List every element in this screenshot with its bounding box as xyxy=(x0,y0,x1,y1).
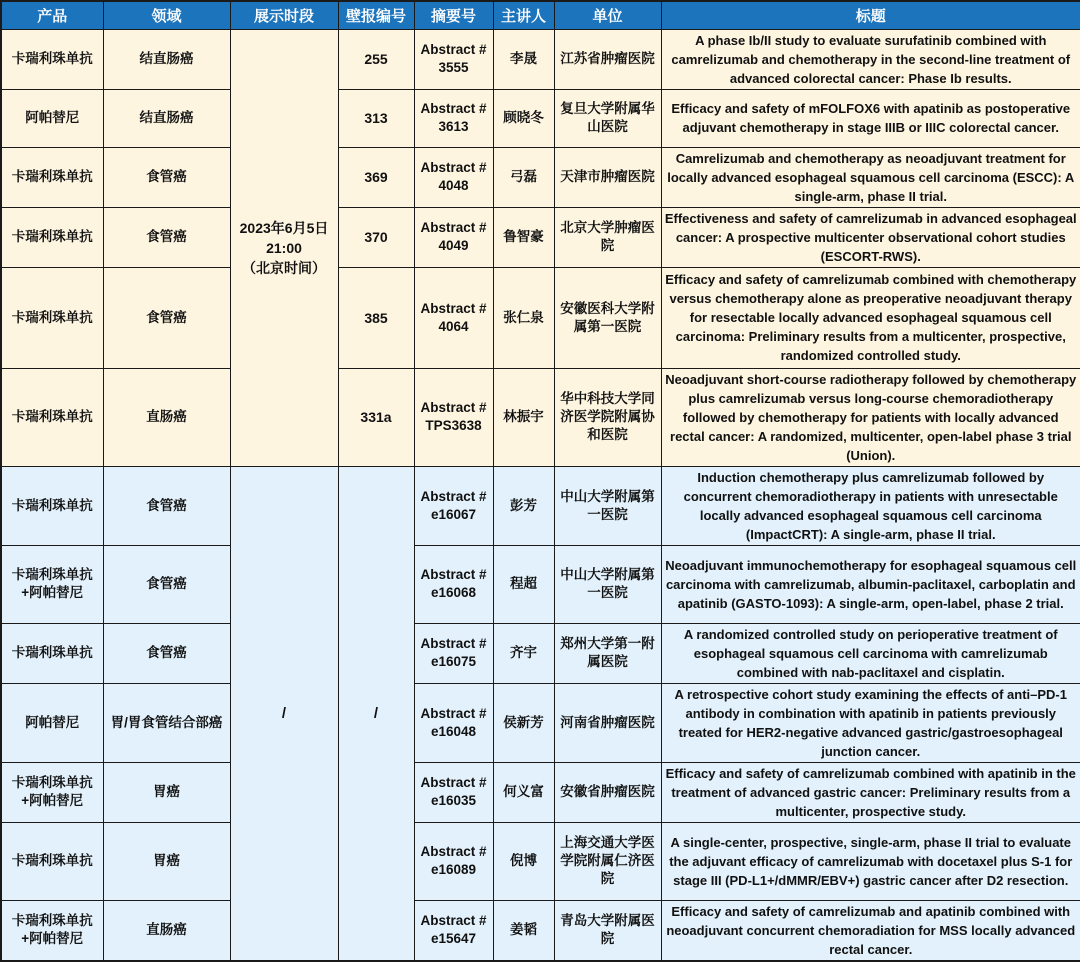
abstract-id: e16068 xyxy=(430,585,477,600)
table-row xyxy=(1,466,1080,545)
abstract-prefix: Abstract # xyxy=(420,567,487,582)
abstract-id: e16067 xyxy=(430,506,477,522)
cell-abstract-number xyxy=(414,89,493,147)
abstract-id: e15647 xyxy=(430,931,477,946)
abstract-prefix: Abstract # xyxy=(420,160,487,175)
cell-abstract-number xyxy=(414,900,493,961)
cell-title: Efficacy and safety of camrelizumab combined with apatinib in the treatment of advanced gastric cancer: Preliminary results from a multicenter, prospective study. xyxy=(661,762,1080,822)
cell-presenter: 倪博 xyxy=(493,822,554,900)
cell-display-time xyxy=(230,29,338,466)
abstract-prefix: Abstract # xyxy=(420,844,487,859)
cell-product: 卡瑞利珠单抗+阿帕替尼 xyxy=(1,545,103,623)
column-header-product: 产品 xyxy=(1,1,103,29)
cell-field: 食管癌 xyxy=(103,147,230,207)
cell-product: 阿帕替尼 xyxy=(1,89,103,147)
cell-abstract-number xyxy=(414,147,493,207)
cell-field: 胃癌 xyxy=(103,762,230,822)
abstract-prefix: Abstract # xyxy=(420,636,487,651)
table-row xyxy=(1,267,1080,368)
cell-organization: 北京大学肿瘤医院 xyxy=(554,207,661,267)
cell-title: Camrelizumab and chemotherapy as neoadjuvant treatment for locally advanced esophageal squamous cell carcinoma (ESCC): A single-arm, phase II trial. xyxy=(661,147,1080,207)
cell-title: Neoadjuvant short-course radiotherapy followed by chemotherapy plus camrelizumab versus long-course chemoradiotherapy followed by chemotherapy for patients with locally advanced rectal cancer: A randomized, multicenter, open-label phase 3 trial (Union). xyxy=(661,368,1080,466)
abstract-id: e16075 xyxy=(430,654,477,669)
cell-title: A randomized controlled study on perioperative treatment of esophageal squamous cell carcinoma with camrelizumab combined with nab-paclitaxel and cisplatin. xyxy=(661,623,1080,683)
cell-abstract-number xyxy=(414,368,493,466)
cell-abstract-number xyxy=(414,822,493,900)
cell-product: 卡瑞利珠单抗 xyxy=(1,207,103,267)
column-header-presenter: 主讲人 xyxy=(493,1,554,29)
cell-poster-number: 331a xyxy=(338,368,414,466)
cell-field: 食管癌 xyxy=(103,623,230,683)
cell-product: 卡瑞利珠单抗 xyxy=(1,147,103,207)
cell-abstract-number xyxy=(414,29,493,89)
section-live-poster xyxy=(1,29,1080,466)
cell-product: 卡瑞利珠单抗 xyxy=(1,466,103,545)
cell-field: 胃癌 xyxy=(103,822,230,900)
cell-field: 食管癌 xyxy=(103,466,230,545)
cell-poster-number: 369 xyxy=(338,147,414,207)
cell-presenter: 彭芳 xyxy=(493,466,554,545)
display-time-line: （北京时间） xyxy=(242,259,326,276)
cell-abstract-number xyxy=(414,545,493,623)
cell-abstract-number xyxy=(414,623,493,683)
abstract-prefix: Abstract # xyxy=(420,42,487,57)
abstract-prefix: Abstract # xyxy=(420,400,487,415)
cell-field: 食管癌 xyxy=(103,545,230,623)
cell-title: Efficacy and safety of camrelizumab and apatinib combined with neoadjuvant concurrent chemoradiation for MSS locally advanced rectal cancer. xyxy=(661,900,1080,961)
cell-organization: 安徽医科大学附属第一医院 xyxy=(554,267,661,368)
table-row xyxy=(1,900,1080,961)
table-header xyxy=(1,1,1080,29)
cell-title: Effectiveness and safety of camrelizumab in advanced esophageal cancer: A prospective multicenter observational cohort studies (ESCORT-RWS). xyxy=(661,207,1080,267)
table-row xyxy=(1,545,1080,623)
cell-abstract-number xyxy=(414,683,493,762)
abstract-id: 4048 xyxy=(438,178,469,193)
cell-title: A retrospective cohort study examining the effects of anti–PD-1 antibody in combination with apatinib in patients previously treated for HER2-negative advanced gastric/gastroesophageal junction cancer. xyxy=(661,683,1080,762)
cell-poster-number: 255 xyxy=(338,29,414,89)
abstract-prefix: Abstract # xyxy=(420,488,487,504)
table-row xyxy=(1,623,1080,683)
cell-presenter: 顾晓冬 xyxy=(493,89,554,147)
cell-organization: 复旦大学附属华山医院 xyxy=(554,89,661,147)
cell-title: Efficacy and safety of camrelizumab combined with chemotherapy versus chemotherapy alone as preoperative neoadjuvant therapy for resectable locally advanced esophageal squamous cell carcinoma: Preliminary results from a multicenter, prospective, randomized controlled study. xyxy=(661,267,1080,368)
abstract-id: 4049 xyxy=(438,238,469,253)
cell-field: 结直肠癌 xyxy=(103,89,230,147)
display-time-line: 21:00 xyxy=(266,239,302,256)
abstract-id: 4064 xyxy=(438,318,469,334)
cell-presenter: 张仁泉 xyxy=(493,267,554,368)
cell-field: 直肠癌 xyxy=(103,900,230,961)
display-time-line: 2023年6月5日 xyxy=(239,219,329,236)
abstract-id: e16048 xyxy=(430,723,477,739)
cell-title: Efficacy and safety of mFOLFOX6 with apatinib as postoperative adjuvant chemotherapy in stage IIIB or IIIC colorectal cancer. xyxy=(661,89,1080,147)
table-row xyxy=(1,147,1080,207)
table-row xyxy=(1,89,1080,147)
cell-presenter: 鲁智豪 xyxy=(493,207,554,267)
cell-title: A phase Ib/II study to evaluate surufatinib combined with camrelizumab and chemotherapy in the second-line treatment of advanced colorectal cancer: Phase Ib results. xyxy=(661,29,1080,89)
cell-poster-number: 385 xyxy=(338,267,414,368)
table-row xyxy=(1,683,1080,762)
cell-product: 卡瑞利珠单抗 xyxy=(1,623,103,683)
cell-presenter: 姜韬 xyxy=(493,900,554,961)
abstract-id: 3555 xyxy=(438,60,469,75)
column-header-title: 标题 xyxy=(661,1,1080,29)
cell-abstract-number xyxy=(414,466,493,545)
cell-organization: 郑州大学第一附属医院 xyxy=(554,623,661,683)
abstract-id: 3613 xyxy=(438,119,469,134)
cell-organization: 中山大学附属第一医院 xyxy=(554,545,661,623)
abstract-prefix: Abstract # xyxy=(420,913,487,928)
cell-presenter: 何义富 xyxy=(493,762,554,822)
cell-presenter: 程超 xyxy=(493,545,554,623)
cell-presenter: 齐宇 xyxy=(493,623,554,683)
cell-presenter: 李晟 xyxy=(493,29,554,89)
table-row xyxy=(1,822,1080,900)
column-header-abstract-number: 摘要号 xyxy=(414,1,493,29)
abstract-id: e16035 xyxy=(430,793,477,808)
cell-organization: 上海交通大学医学院附属仁济医院 xyxy=(554,822,661,900)
cell-organization: 天津市肿瘤医院 xyxy=(554,147,661,207)
cell-presenter: 弓磊 xyxy=(493,147,554,207)
table-row xyxy=(1,762,1080,822)
cell-title: Induction chemotherapy plus camrelizumab followed by concurrent chemoradiotherapy in patients with unresectable locally advanced esophageal squamous cell carcinoma (ImpactCRT): A single-arm, phase II trial. xyxy=(661,466,1080,545)
cell-organization: 华中科技大学同济医学院附属协和医院 xyxy=(554,368,661,466)
cell-abstract-number xyxy=(414,762,493,822)
abstract-id: e16089 xyxy=(430,862,477,877)
column-header-poster-number: 壁报编号 xyxy=(338,1,414,29)
section-online-poster xyxy=(1,466,1080,961)
column-header-display-time: 展示时段 xyxy=(230,1,338,29)
cell-abstract-number xyxy=(414,207,493,267)
cell-title: Neoadjuvant immunochemotherapy for esophageal squamous cell carcinoma with camrelizumab, albumin-paclitaxel, carboplatin and apatinib (GASTO-1093): A single-arm, open-label, phase 2 trial. xyxy=(661,545,1080,623)
cell-abstract-number xyxy=(414,267,493,368)
cell-product: 阿帕替尼 xyxy=(1,683,103,762)
cell-field: 直肠癌 xyxy=(103,368,230,466)
cell-product: 卡瑞利珠单抗 xyxy=(1,29,103,89)
cell-organization: 江苏省肿瘤医院 xyxy=(554,29,661,89)
table-row xyxy=(1,207,1080,267)
cell-presenter: 林振宇 xyxy=(493,368,554,466)
table-row xyxy=(1,368,1080,466)
cell-organization: 青岛大学附属医院 xyxy=(554,900,661,961)
abstract-prefix: Abstract # xyxy=(420,775,487,790)
cell-poster-number: 370 xyxy=(338,207,414,267)
cell-field: 食管癌 xyxy=(103,207,230,267)
abstract-prefix: Abstract # xyxy=(420,220,487,235)
cell-field: 结直肠癌 xyxy=(103,29,230,89)
cell-poster-number: / xyxy=(338,466,414,961)
cell-product: 卡瑞利珠单抗 xyxy=(1,368,103,466)
cell-title: A single-center, prospective, single-arm, phase II trial to evaluate the adjuvant efficacy of camrelizumab with docetaxel plus S-1 for stage III (PD-L1+/dMMR/EBV+) gastric cancer after D2 resection. xyxy=(661,822,1080,900)
cell-product: 卡瑞利珠单抗 xyxy=(1,822,103,900)
cell-organization: 安徽省肿瘤医院 xyxy=(554,762,661,822)
column-header-organization: 单位 xyxy=(554,1,661,29)
cell-poster-number: 313 xyxy=(338,89,414,147)
abstract-prefix: Abstract # xyxy=(420,300,487,316)
cell-presenter: 侯新芳 xyxy=(493,683,554,762)
column-header-field: 领域 xyxy=(103,1,230,29)
cell-product: 卡瑞利珠单抗 xyxy=(1,267,103,368)
cell-organization: 河南省肿瘤医院 xyxy=(554,683,661,762)
cell-field: 食管癌 xyxy=(103,267,230,368)
header-row xyxy=(1,1,1080,29)
cell-display-time: / xyxy=(230,466,338,961)
abstract-prefix: Abstract # xyxy=(420,705,487,721)
abstract-prefix: Abstract # xyxy=(420,101,487,116)
cell-product: 卡瑞利珠单抗+阿帕替尼 xyxy=(1,762,103,822)
abstract-id: TPS3638 xyxy=(425,418,482,433)
table-row xyxy=(1,29,1080,89)
cell-product: 卡瑞利珠单抗+阿帕替尼 xyxy=(1,900,103,961)
cell-organization: 中山大学附属第一医院 xyxy=(554,466,661,545)
cell-field: 胃/胃食管结合部癌 xyxy=(103,683,230,762)
